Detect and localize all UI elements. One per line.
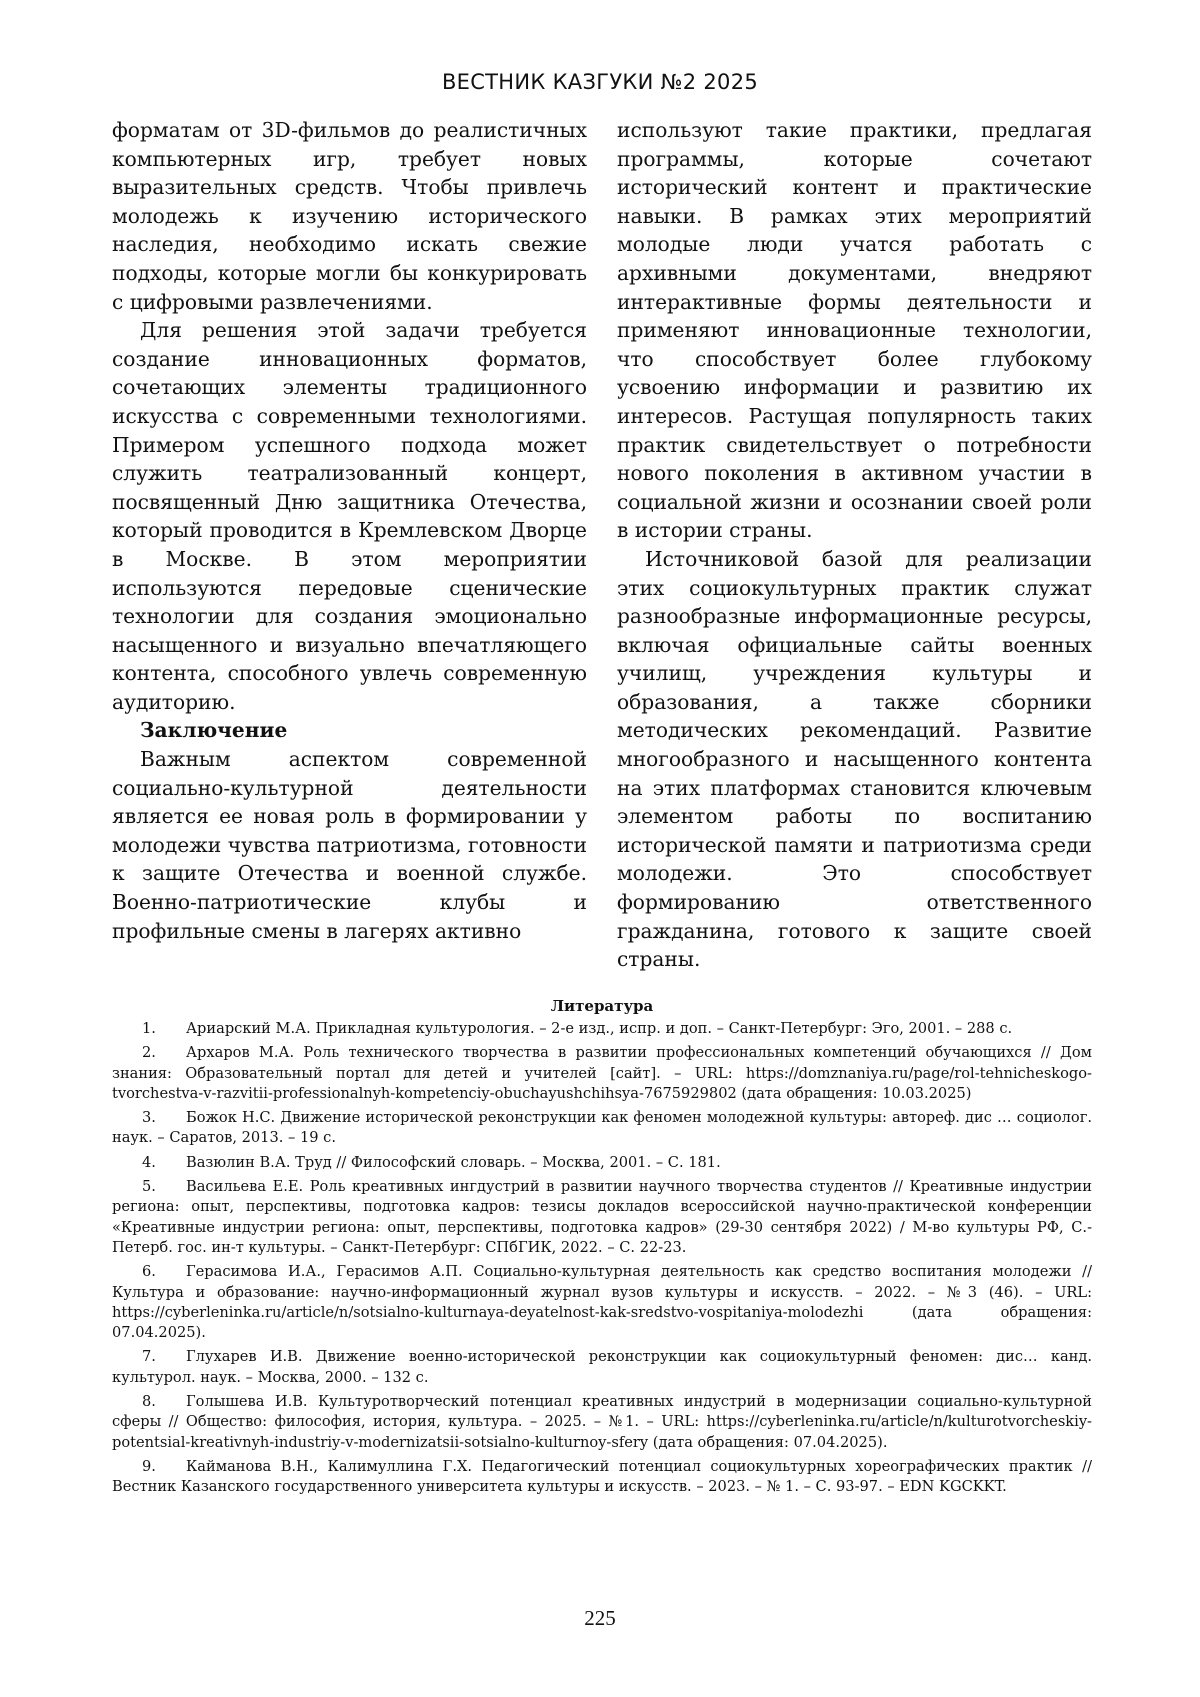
section-heading: Заключение	[140, 718, 288, 743]
right-column	[617, 116, 1092, 974]
reference-text: Божок Н.С. Движение исторической реконструкции как феномен молодежной культуры: автореф. дис … социолог. наук. – Саратов, 2013. – 19 с.	[112, 1109, 1092, 1147]
reference-number: 9.	[142, 1457, 156, 1475]
reference-item	[112, 1262, 1092, 1343]
reference-text: Васильева Е.Е. Роль креативных ингдустрий в развитии научного творчества студентов // Креативные индустрии региона: опыт, перспективы, подготовка кадров: тезисы докладов всероссийской научно-практической конференции «Креативные индустрии региона: опыт, перспективы, подготовка кадров» (29-30 сентября 2022) / М-во культуры РФ, С.-Петерб. гос. ин-т культуры. – Санкт-Петербург: СПбГИК, 2022. – С. 22-23.	[112, 1178, 1092, 1256]
reference-text: Герасимова И.А., Герасимов А.П. Социально-культурная деятельность как средство воспитания молодежи // Культура и образование: научно-информационный журнал вузов культуры и искусств. – 2022. – №3 (46). – URL: https://cyberleninka.ru/article/n/sotsialno-kulturnaya-deyatelnost-kak-sredstvo-vospitaniya-molodezhi (дата обращения: 07.04.2025).	[112, 1263, 1092, 1342]
reference-number: 8.	[142, 1393, 156, 1411]
reference-item	[112, 1457, 1092, 1498]
reference-number: 2.	[142, 1044, 156, 1062]
reference-number: 7.	[142, 1348, 156, 1366]
left-column	[112, 116, 587, 974]
paragraph: Важным аспектом современной социально-культурной деятельности является ее новая роль в формировании у молодежи чувства патриотизма, готовности к защите Отечества и военной службе. Военно-патриотические клубы и профильные смены в лагерях активно	[112, 747, 587, 943]
reference-item	[112, 1043, 1092, 1104]
paragraph: Источниковой базой для реализации этих социокультурных практик служат разнообразные информационные ресурсы, включая официальные сайты военных училищ, учреждения культуры и образования, а также сборники методических рекомендаций. Развитие многообразного и насыщенного контента на этих платформах становится ключевым элементом работы по воспитанию исторической памяти и патриотизма среди молодежи. Это способствует формированию ответственного гражданина, готового к защите своей страны.	[617, 546, 1092, 972]
paragraph: форматам от 3D-фильмов до реалистичных компьютерных игр, требует новых выразительных средств. Чтобы привлечь молодежь к изучению исторического наследия, необходимо искать свежие подходы, которые могли бы конкурировать с цифровыми развлечениями.	[112, 118, 587, 314]
reference-text: Вазюлин В.А. Труд // Философский словарь. – Москва, 2001. – С. 181.	[186, 1153, 721, 1171]
reference-item	[112, 1153, 1092, 1173]
reference-number: 6.	[142, 1263, 156, 1281]
page-number: 225	[584, 1606, 616, 1630]
reference-item	[112, 1392, 1092, 1453]
reference-number: 5.	[142, 1178, 156, 1196]
reference-text: Голышева И.В. Культуротворческий потенциал креативных индустрий в модернизации социально-культурной сферы // Общество: философия, история, культура. – 2025. – №1. – URL: https://cyberleninka.ru/article/n/kulturotvorcheskiy-potentsial-kreativnyh-industriy-v-modernizatsii-sotsialno-kulturnoy-sfery (дата обращения: 07.04.2025).	[112, 1393, 1092, 1451]
reference-text: Кайманова В.Н., Калимуллина Г.Х. Педагогический потенциал социокультурных хореографических практик // Вестник Казанского государственного университета культуры и искусств. – 2023. – № 1. – С. 93-97. – EDN KGCKKT.	[112, 1457, 1092, 1496]
running-header: ВЕСТНИК КАЗГУКИ №2 2025	[441, 70, 759, 94]
reference-text: Архаров М.А. Роль технического творчества в развитии профессиональных компетенций обучающихся // Дом знания: Образовательный портал для детей и учителей [сайт]. – URL: https://domznaniya.ru/page/rol-tehnicheskogo-tvorchestva-v-razvitii-professionalnyh-kompetenciy-obuchayushchihsya-7675929802 (дата обращения: 10.03.2025)	[112, 1044, 1092, 1102]
references-heading: Литература	[550, 997, 654, 1015]
paragraph: используют такие практики, предлагая программы, которые сочетают исторический контент и практические навыки. В рамках этих мероприятий молодые люди учатся работать с архивными документами, внедряют интерактивные формы деятельности и применяют инновационные технологии, что способствует более глубокому усвоению информации и развитию их интересов. Растущая популярность таких практик свидетельствует о потребности нового поколения в активном участии в социальной жизни и осознании своей роли в истории страны.	[617, 118, 1092, 543]
reference-item	[112, 1108, 1092, 1149]
paragraph: Для решения этой задачи требуется создание инновационных форматов, сочетающих элементы традиционного искусства с современными технологиями. Примером успешного подхода может служить театрализованный концерт, посвященный Дню защитника Отечества, который проводится в Кремлевском Дворце в Москве. В этом мероприятии используются передовые сценические технологии для создания эмоционально насыщенного и визуально впечатляющего контента, способного увлечь современную аудиторию.	[112, 318, 587, 714]
reference-number: 1.	[142, 1020, 156, 1037]
reference-text: Глухарев И.В. Движение военно-исторической реконструкции как социокультурный феномен: дис… канд. культурол. наук. – Москва, 2000. – 132 с.	[112, 1348, 1092, 1386]
reference-text: Ариарский М.А. Прикладная культурология. – 2-е изд., испр. и доп. – Санкт-Петербург: Эго, 2001. – 288 с.	[186, 1020, 1013, 1037]
reference-number: 3.	[142, 1109, 156, 1127]
reference-item	[112, 1177, 1092, 1258]
reference-item	[112, 1347, 1092, 1388]
references-section	[112, 996, 1092, 1502]
reference-number: 4.	[142, 1153, 156, 1171]
reference-item	[112, 1019, 1092, 1039]
references-list	[112, 1019, 1092, 1498]
body-columns	[112, 116, 1092, 974]
